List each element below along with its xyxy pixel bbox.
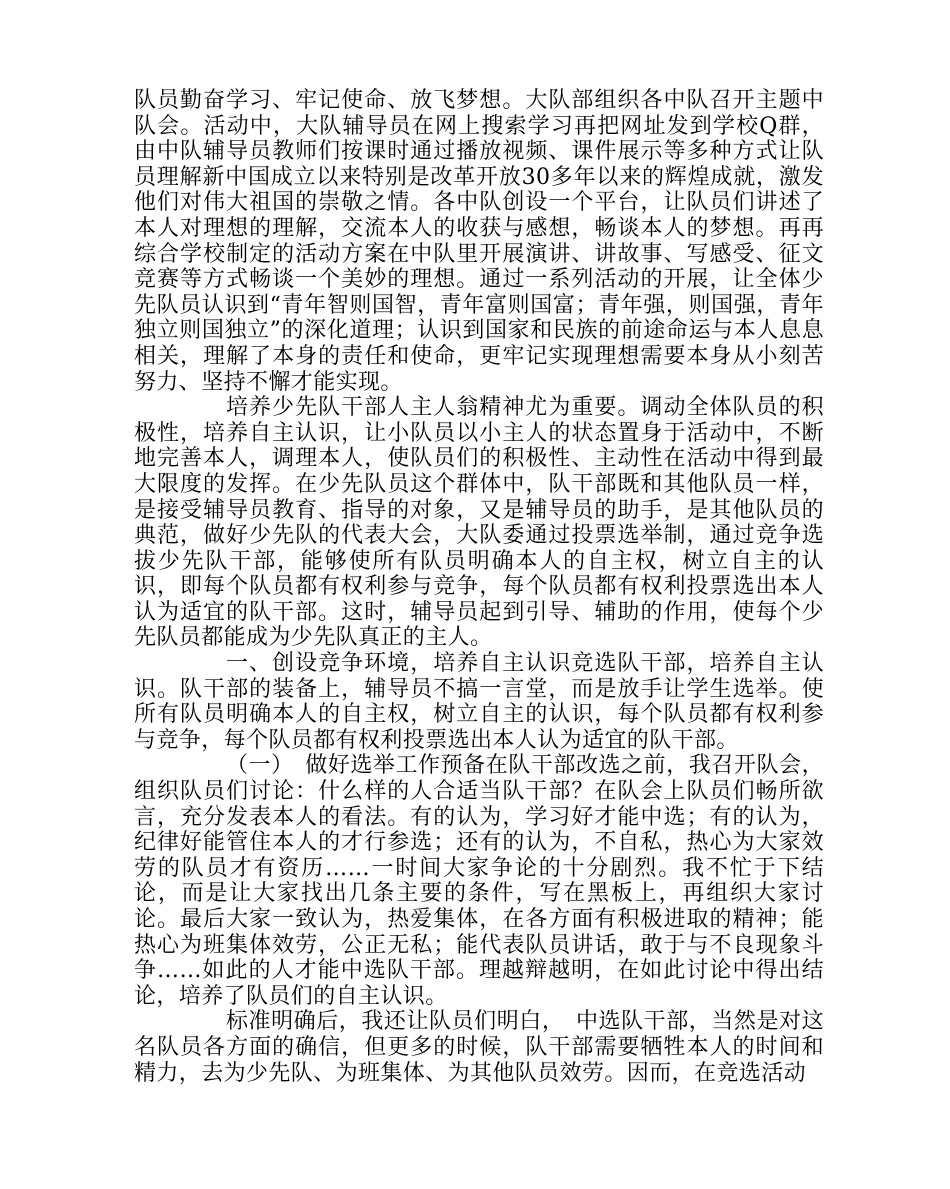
paragraph-competition-environment: 一、创设竞争环境，培养自主认识竞选队干部，培养自主认识。队干部的装备上，辅导员不搞一言堂，而是放手让学生选举。使所有队员明确本人的自主权，树立自主的认识，每个队员都有权利参与竞争，每个队员都有权利投票选出本人认为适宜的队干部。 [134,651,824,753]
paragraph-standards-clear: 标准明确后，我还让队员们明白， 中选队干部，当然是对这名队员各方面的确信，但更多的时候，队干部需要牺牲本人的时间和精力，去为少先队、为班集体、为其他队员效劳。因而，在竞选活动 [134,1009,824,1086]
paragraph-cadre-ownership: 培养少先队干部人主人翁精神尤为重要。调动全体队员的积极性，培养自主认识，让小队员以小主人的状态置身于活动中，不断地完善本人，调理本人，使队员们的积极性、主动性在活动中得到最大限度的发挥。在少先队员这个群体中，队干部既和其他队员一样，是接受辅导员教育、指导的对象，又是辅导员的助手，是其他队员的典范，做好少先队的代表大会，大队委通过投票选举制，通过竞争选拔少先队干部，能够使所有队员明确本人的自主权，树立自主的认识，即每个队员都有权利参与竞争，每个队员都有权利投票选出本人认为适宜的队干部。这时，辅导员起到引导、辅助的作用，使每个少先队员都能成为少先队真正的主人。 [134,395,824,651]
paragraph-mission-activities: 队员勤奋学习、牢记使命、放飞梦想。大队部组织各中队召开主题中队会。活动中，大队辅导员在网上搜索学习再把网址发到学校Q群，由中队辅导员教师们按课时通过播放视频、课件展示等多种方式让队员理解新中国成立以来特别是改革开放30多年以来的辉煌成就，激发他们对伟大祖国的崇敬之情。各中队创设一个平台，让队员们讲述了本人对理想的理解，交流本人的收获与感想，畅谈本人的梦想。再再综合学校制定的活动方案在中队里开展演讲、讲故事、写感受、征文竞赛等方式畅谈一个美妙的理想。通过一系列活动的开展，让全体少先队员认识到“青年智则国智，青年富则国富；青年强，则国强，青年独立则国独立”的深化道理；认识到国家和民族的前途命运与本人息息相关，理解了本身的责任和使命，更牢记实现理想需要本身从小刻苦努力、坚持不懈才能实现。 [134,88,824,395]
paragraph-election-preparation: （一） 做好选举工作预备在队干部改选之前，我召开队会，组织队员们讨论：什么样的人合适当队干部？在队会上队员们畅所欲言，充分发表本人的看法。有的认为，学习好才能中选；有的认为，纪律好能管住本人的才行参选；还有的认为，不自私，热心为大家效劳的队员才有资历……一时间大家争论的十分剧烈。我不忙于下结论，而是让大家找出几条主要的条件，写在黑板上，再组织大家讨论。最后大家一致认为，热爱集体，在各方面有积极进取的精神；能热心为班集体效劳，公正无私；能代表队员讲话，敢于与不良现象斗争……如此的人才能中选队干部。理越辩越明，在如此讨论中得出结论，培养了队员们的自主认识。 [134,753,824,1009]
document-page [134,88,824,1086]
